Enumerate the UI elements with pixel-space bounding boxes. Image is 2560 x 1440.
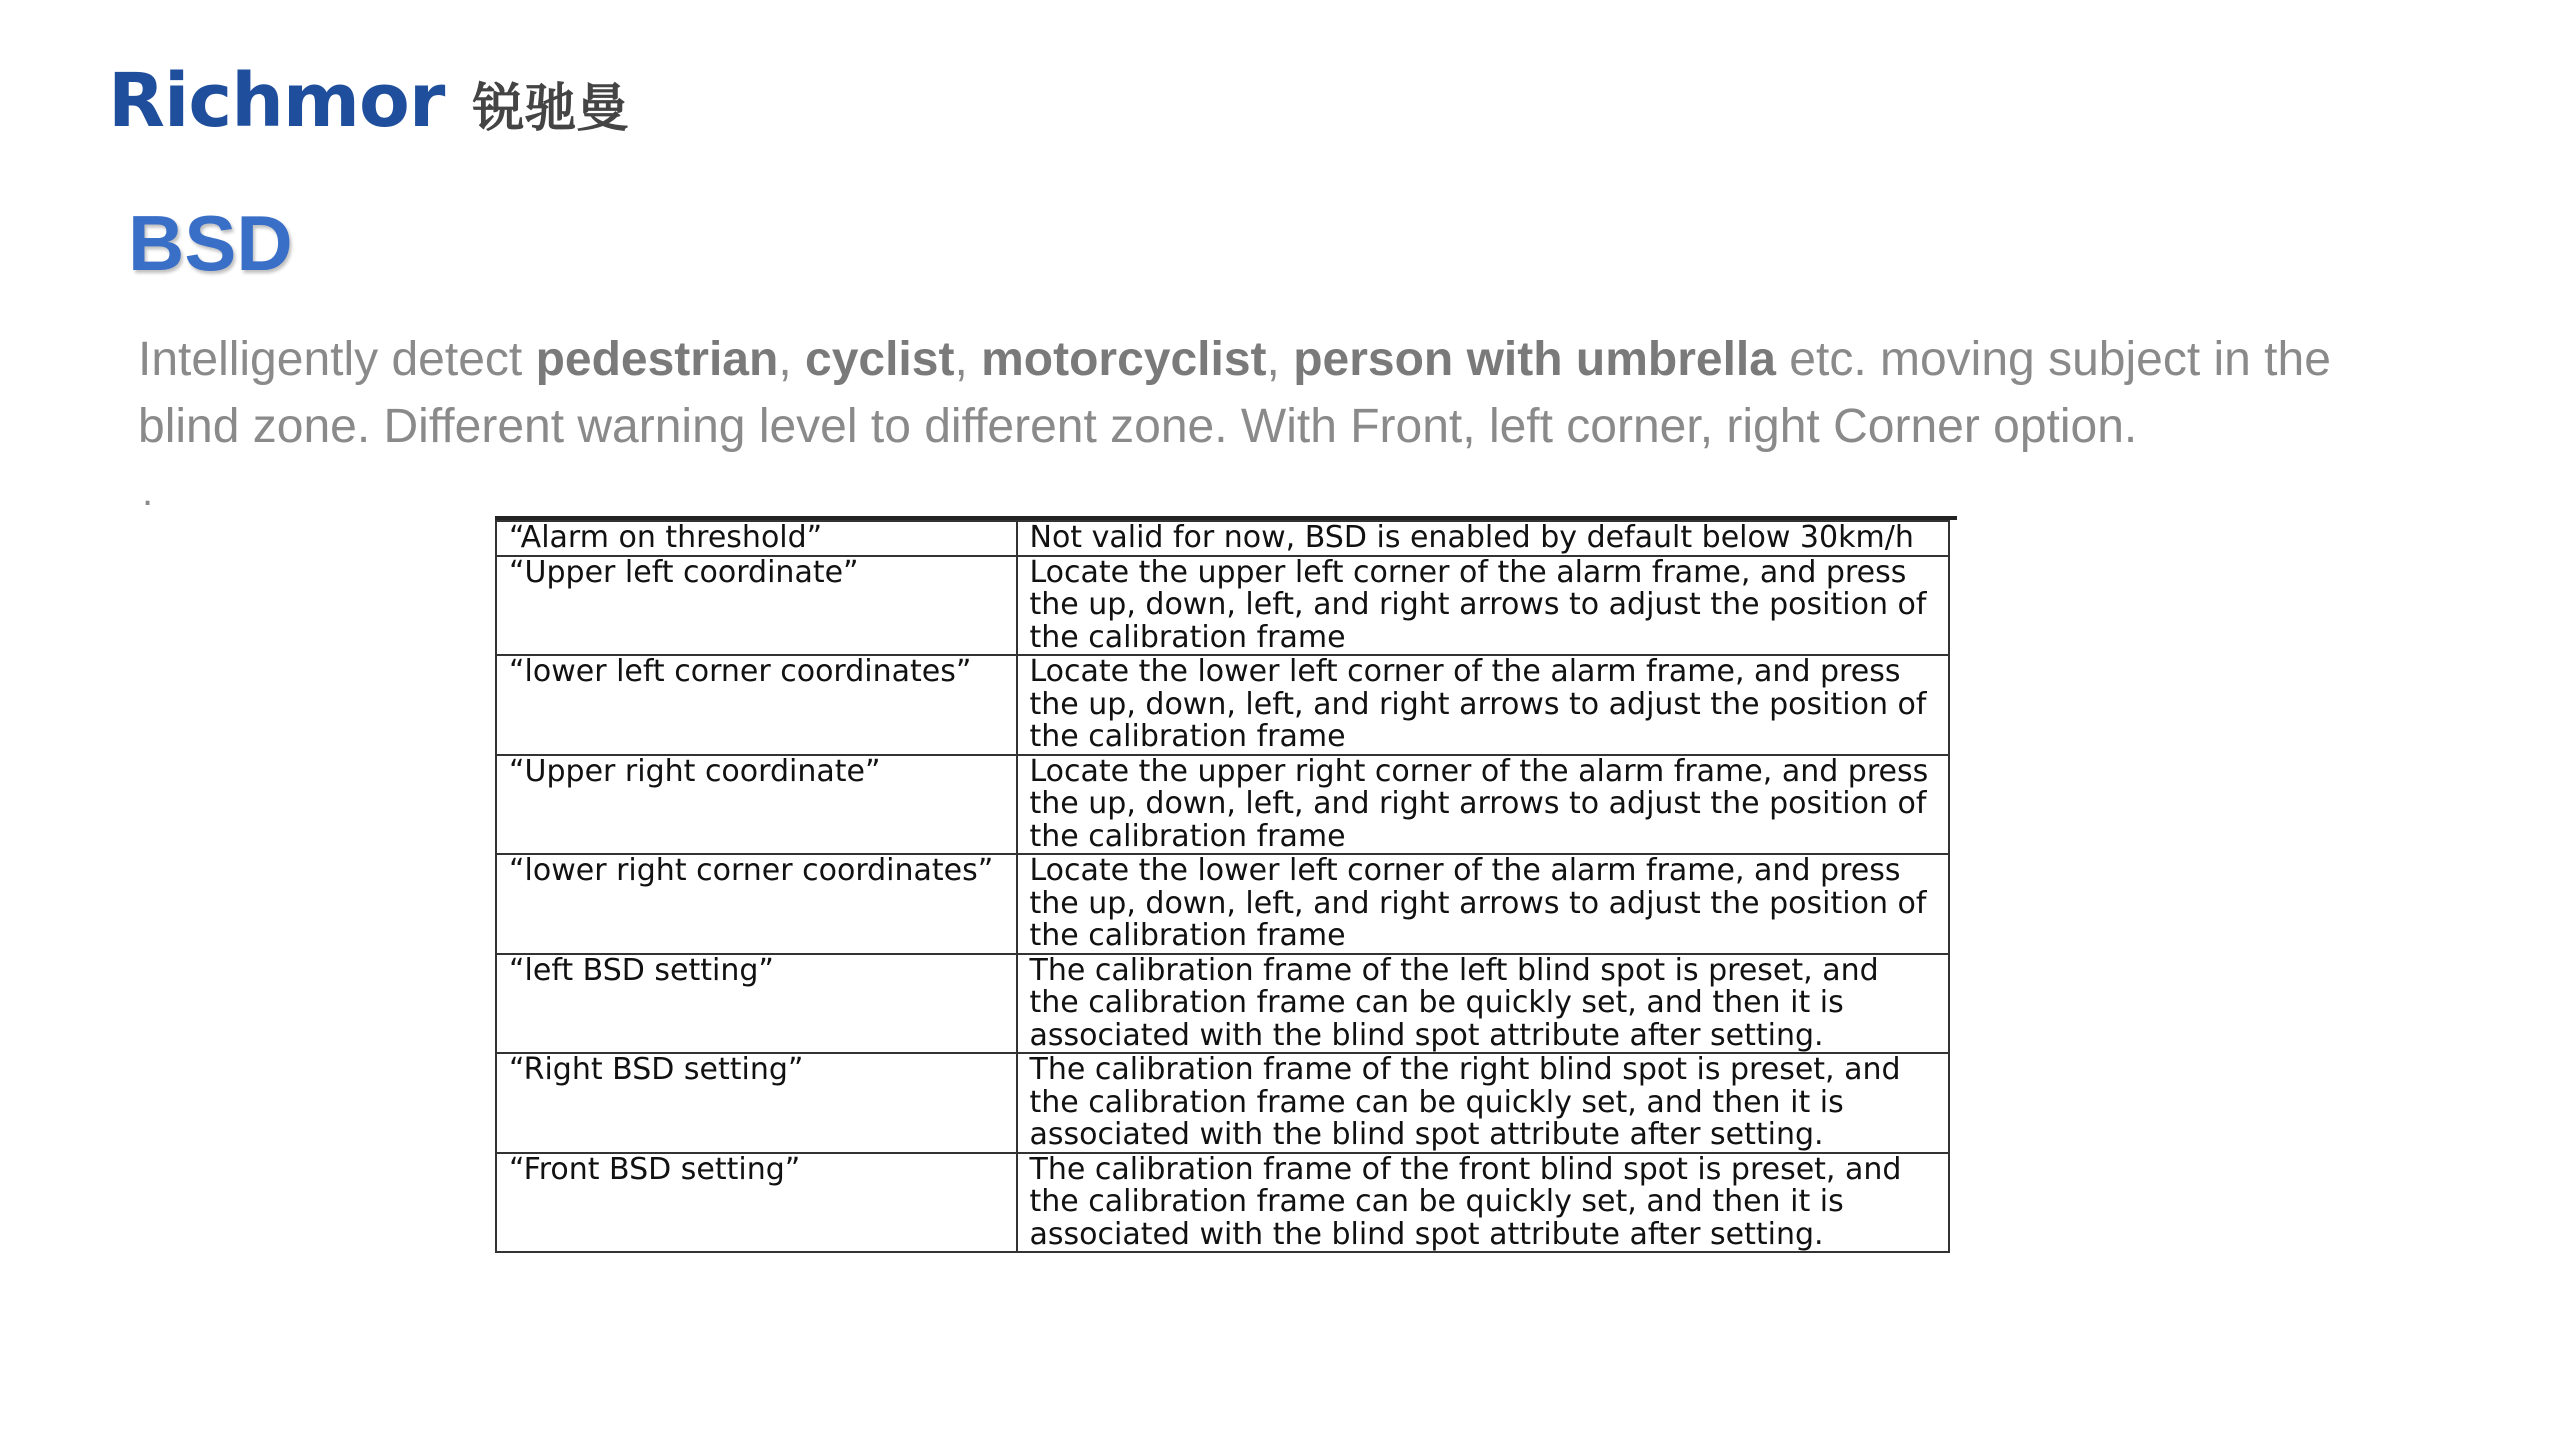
setting-name-cell: “Front BSD setting” xyxy=(496,1153,1017,1253)
page-title: BSD xyxy=(128,199,293,287)
table-row xyxy=(496,1053,1949,1153)
table-row xyxy=(496,655,1949,755)
setting-description-cell: Locate the upper left corner of the alarm frame, and press the up, down, left, and right arrows to adjust the position of the calibration frame xyxy=(1017,556,1950,656)
desc-part-bold: person with umbrella xyxy=(1293,333,1776,386)
trailing-dot: . xyxy=(142,470,154,514)
settings-table xyxy=(495,520,1950,1253)
description-paragraph xyxy=(138,326,2438,460)
setting-description-cell: Locate the upper right corner of the alarm frame, and press the up, down, left, and right arrows to adjust the position of the calibration frame xyxy=(1017,755,1950,855)
setting-name-cell: “Upper left coordinate” xyxy=(496,556,1017,656)
table-row xyxy=(496,1153,1949,1253)
logo-chinese: 锐驰曼 xyxy=(472,79,629,139)
setting-description-cell: Not valid for now, BSD is enabled by default below 30km/h xyxy=(1017,521,1950,556)
setting-name-cell: “Alarm on threshold” xyxy=(496,521,1017,556)
desc-part-bold: pedestrian xyxy=(535,333,779,386)
setting-name-cell: “Right BSD setting” xyxy=(496,1053,1017,1153)
setting-name-cell: “lower left corner coordinates” xyxy=(496,655,1017,755)
setting-description-cell: Locate the lower left corner of the alarm frame, and press the up, down, left, and right arrows to adjust the position of the calibration frame xyxy=(1017,854,1950,954)
desc-part: etc. moving subject in the blind zone. Different warning level to different zone. With Front, left corner, right Corner option. xyxy=(138,333,2331,453)
table-row xyxy=(496,521,1949,556)
desc-part: , xyxy=(778,333,805,386)
table-row xyxy=(496,854,1949,954)
logo-english: Richmor xyxy=(108,58,445,144)
setting-description-cell: The calibration frame of the front blind spot is preset, and the calibration frame can be quickly set, and then it is associated with the blind spot attribute after setting. xyxy=(1017,1153,1950,1253)
desc-part: , xyxy=(954,333,982,386)
desc-part-bold: cyclist xyxy=(805,333,955,386)
desc-part-bold: motorcyclist xyxy=(981,333,1267,386)
desc-part: Intelligently detect xyxy=(138,333,536,386)
table-row xyxy=(496,954,1949,1054)
desc-part: , xyxy=(1266,333,1294,386)
setting-description-cell: The calibration frame of the right blind spot is preset, and the calibration frame can be quickly set, and then it is associated with the blind spot attribute after setting. xyxy=(1017,1053,1950,1153)
brand-logo xyxy=(108,58,628,144)
table-row xyxy=(496,755,1949,855)
table-row xyxy=(496,556,1949,656)
setting-name-cell: “left BSD setting” xyxy=(496,954,1017,1054)
setting-description-cell: Locate the lower left corner of the alarm frame, and press the up, down, left, and right arrows to adjust the position of the calibration frame xyxy=(1017,655,1950,755)
setting-name-cell: “Upper right coordinate” xyxy=(496,755,1017,855)
setting-name-cell: “lower right corner coordinates” xyxy=(496,854,1017,954)
setting-description-cell: The calibration frame of the left blind spot is preset, and the calibration frame can be quickly set, and then it is associated with the blind spot attribute after setting. xyxy=(1017,954,1950,1054)
settings-table-container xyxy=(495,516,1957,1364)
